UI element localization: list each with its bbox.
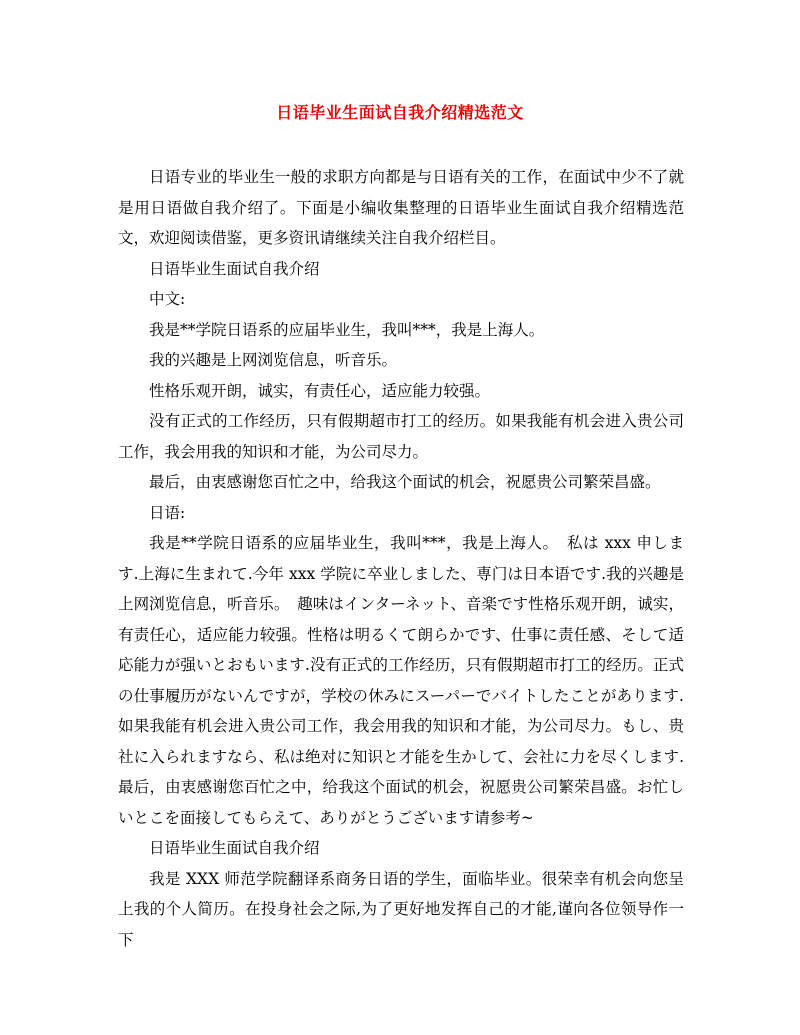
paragraph: 没有正式的工作经历，只有假期超市打工的经历。如果我能有机会进入贵公司工作，我会用我的知识和才能，为公司尽力。 bbox=[118, 412, 684, 461]
paragraph: 我是**学院日语系的应届毕业生，我叫***，我是上海人。 bbox=[149, 320, 545, 339]
paragraph: 中文: bbox=[149, 290, 186, 308]
paragraph: 日语毕业生面试自我介绍 bbox=[149, 839, 320, 857]
paragraph: 我是 XXX 师范学院翻译系商务日语的学生，面临毕业。很荣幸有机会向您呈上我的个人简历。在投身社会之际,为了更好地发挥自己的才能,谨向各位领导作一下 bbox=[118, 869, 684, 949]
paragraph: 我的兴趣是上网浏览信息，听音乐。 bbox=[149, 351, 398, 369]
paragraph: 日语专业的毕业生一般的求职方向都是与日语有关的工作，在面试中少不了就是用日语做自我介绍了。下面是小编收集整理的日语毕业生面试自我介绍精选范文，欢迎阅读借鉴，更多资讯请继续关注自我介绍栏目。 bbox=[118, 168, 684, 247]
document-title: 日语毕业生面试自我介绍精选范文 bbox=[276, 103, 524, 122]
paragraph: 最后，由衷感谢您百忙之中，给我这个面试的机会，祝愿贵公司繁荣昌盛。 bbox=[149, 473, 661, 491]
paragraph: 日语毕业生面试自我介绍 bbox=[149, 259, 320, 278]
paragraph: 日语: bbox=[149, 503, 186, 522]
paragraph: 性格乐观开朗，诚实，有责任心，适应能力较强。 bbox=[149, 381, 491, 400]
paragraph: 我是**学院日语系的应届毕业生，我叫***，我是上海人。 私は xxx 申します.上海に生まれて.今年 xxx 学院に卒业しました、専门は日本语です.我的兴趣是上网浏览信息，听音乐。 趣味はインターネット、音楽です性格乐观开朗，诚实，有责任心，适应能力较强。性格は明るくて朗らかです、仕事に责任感、そして适応能力が强いとおもいます.没有正式的工作经历，只有假期超市打工的经历。正式の仕事履历がないんですが，学校の休みにスーパーでバイトしたことがあります.如果我能有机会进入贵公司工作，我会用我的知识和才能，为公司尽力。もし、贵社に入られますなら、私は绝对に知识と才能を生かして、会社に力を尽くします.最后，由衷感谢您百忙之中，给我这个面试的机会，祝愿贵公司繁荣昌盛。お忙しいとこを面接してもらえて、ありがとうございます请参考~ bbox=[118, 534, 684, 827]
document-body bbox=[118, 162, 684, 955]
